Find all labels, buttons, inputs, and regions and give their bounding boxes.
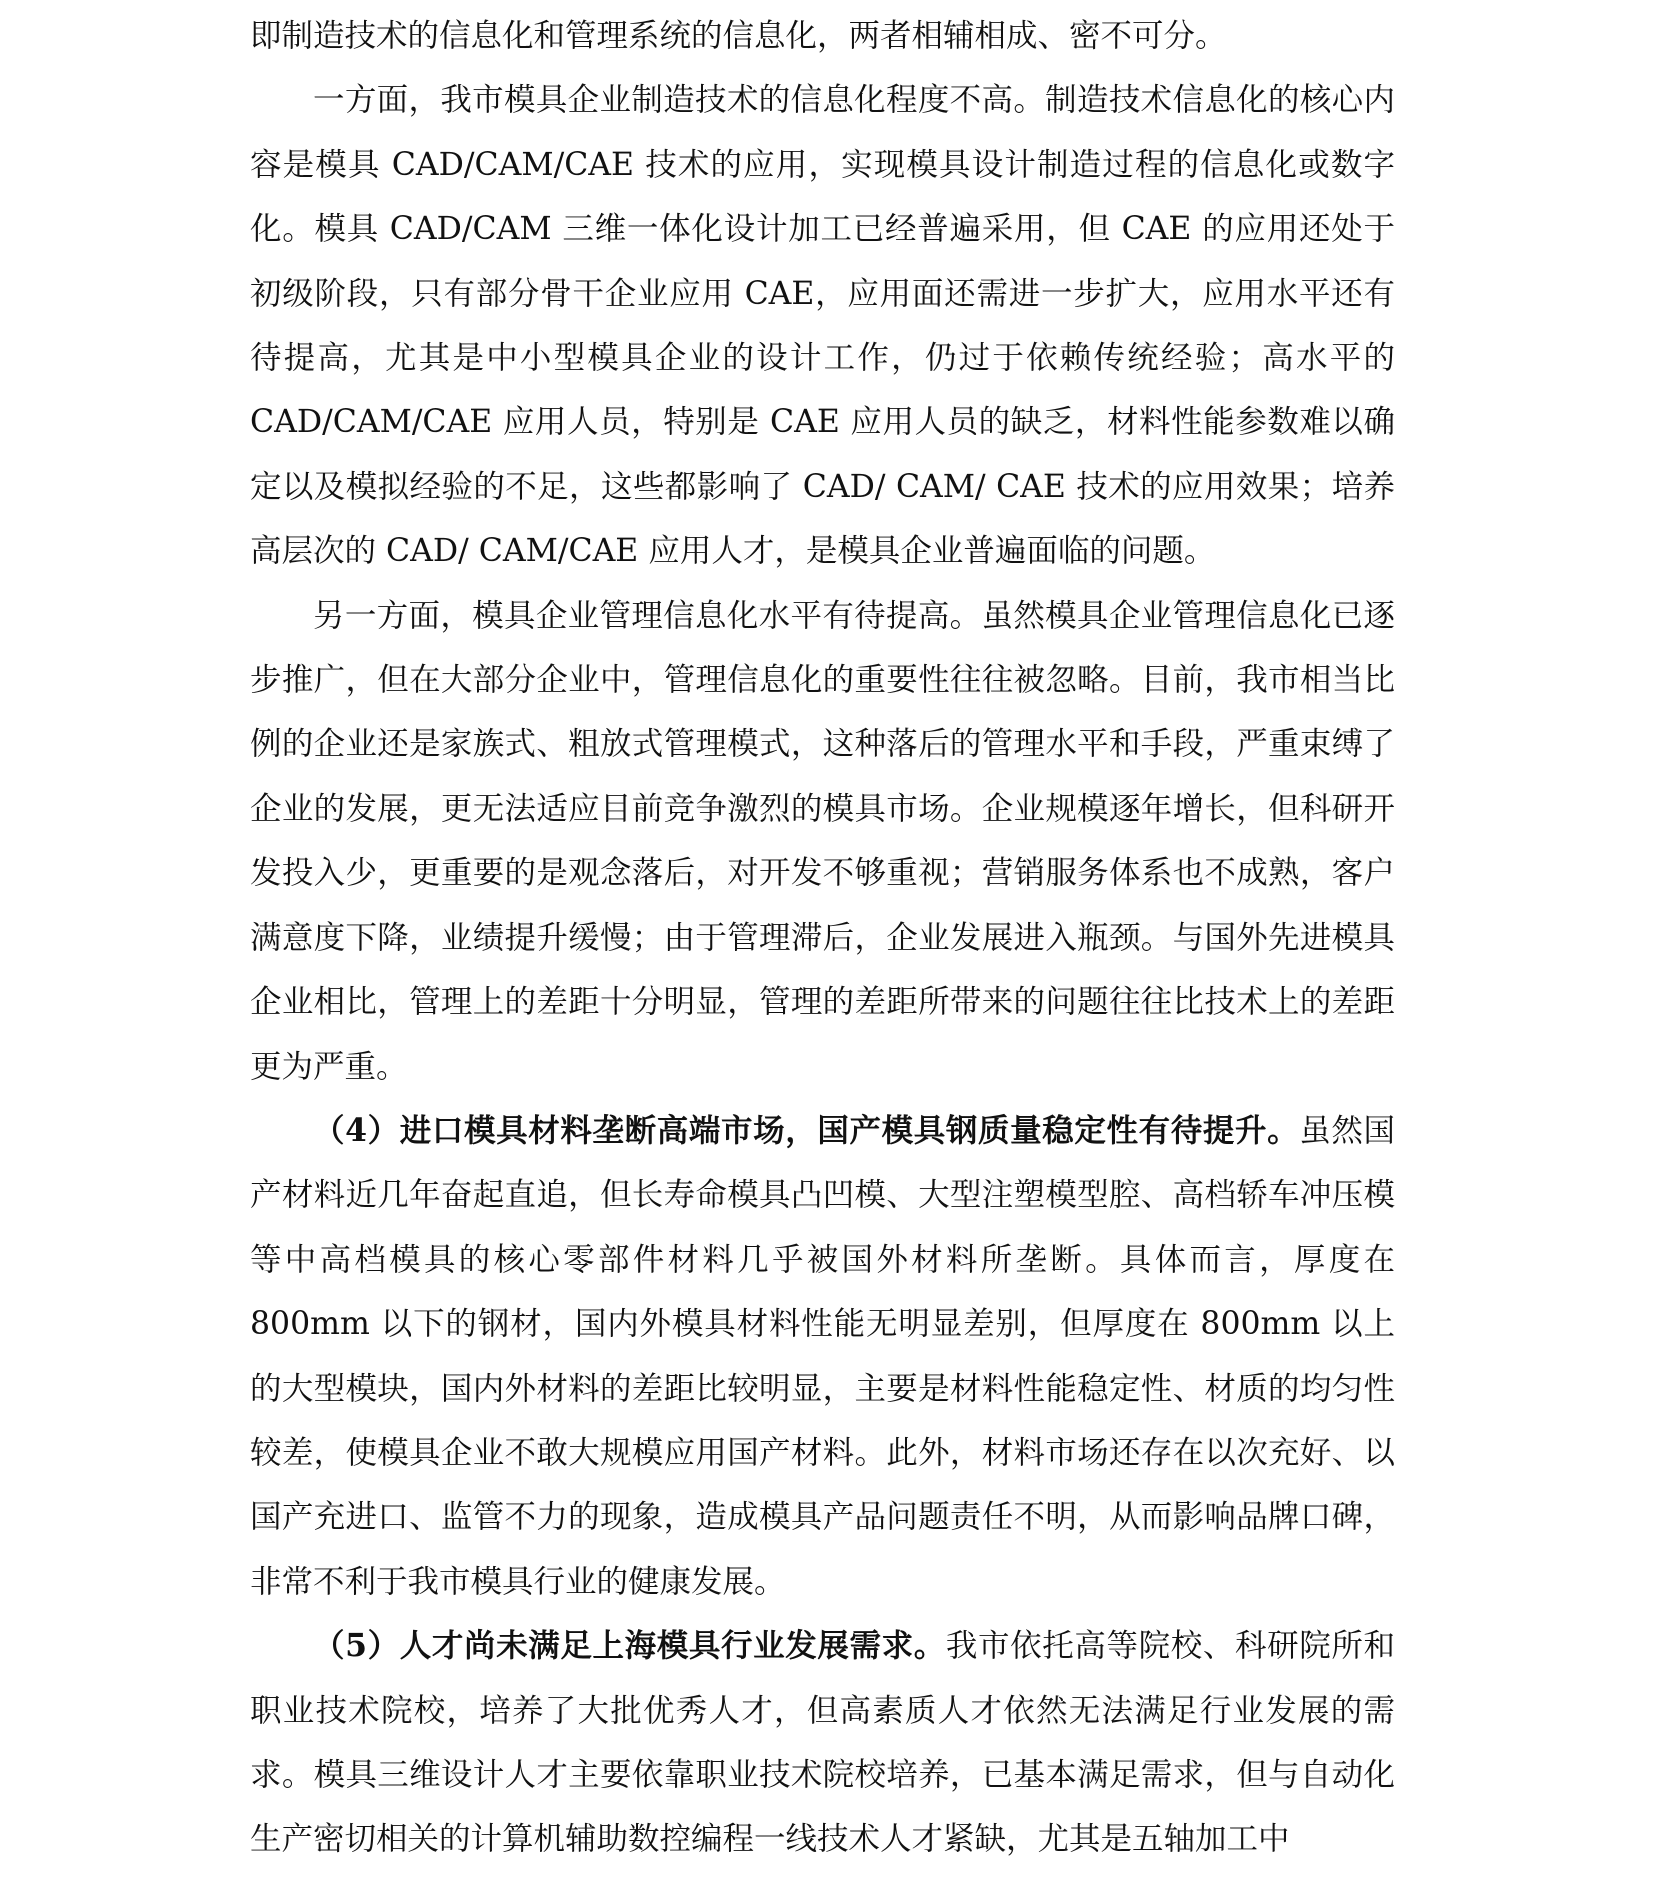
paragraph-management-informatization: 另一方面，模具企业管理信息化水平有待提高。虽然模具企业管理信息化已逐步推广，但在大部分企业中，管理信息化的重要性往往被忽略。目前，我市相当比例的企业还是家族式、粗放式管理模式，这种落后的管理水平和手段，严重束缚了企业的发展，更无法适应目前竞争激烈的模具市场。企业规模逐年增长，但科研开发投入少，更重要的是观念落后，对开发不够重视；营销服务体系也不成熟，客户满意度下降，业绩提升缓慢；由于管理滞后，企业发展进入瓶颈。与国外先进模具企业相比，管理上的差距十分明显，管理的差距所带来的问题往往比技术上的差距更为严重。 [250, 597, 1395, 1085]
paragraph-talent-body: 我市依托高等院校、科研院所和职业技术院校，培养了大批优秀人才，但高素质人才依然无法满足行业发展的需求。模具三维设计人才主要依靠职业技术院校培养，已基本满足需求，但与自动化生产密切相关的计算机辅助数控编程一线技术人才紧缺，尤其是五轴加工中 [250, 1628, 1395, 1858]
paragraph-manufacturing-informatization: 一方面，我市模具企业制造技术的信息化程度不高。制造技术信息化的核心内容是模具 CAD/CAM/CAE 技术的应用，实现模具设计制造过程的信息化或数字化。模具 CAD/CAM 三维一体化设计加工已经普遍采用，但 CAE 的应用还处于初级阶段，只有部分骨干企业应用 CAE，应用面还需进一步扩大，应用水平还有待提高，尤其是中小型模具企业的设计工作，仍过于依赖传统经验；高水平的 CAD/CAM/CAE 应用人员，特别是 CAE 应用人员的缺乏，材料性能参数难以确定以及模拟经验的不足，这些都影响了 CAD/ CAM/ CAE 技术的应用效果；培养高层次的 CAD/ CAM/CAE 应用人才，是模具企业普遍面临的问题。 [250, 82, 1395, 570]
paragraph-continuation: 即制造技术的信息化和管理系统的信息化，两者相辅相成、密不可分。 [250, 18, 1227, 54]
paragraph-materials-body: 虽然国产材料近几年奋起直追，但长寿命模具凸凹模、大型注塑模型腔、高档轿车冲压模等中高档模具的核心零部件材料几乎被国外材料所垄断。具体而言，厚度在 800mm 以下的钢材，国内外模具材料性能无明显差别，但厚度在 800mm 以上的大型模块，国内外材料的差距比较明显，主要是材料性能稳定性、材质的均匀性较差，使模具企业不敢大规模应用国产材料。此外，材料市场还存在以次充好、以国产充进口、监管不力的现象，造成模具产品问题责任不明，从而影响品牌口碑，非常不利于我市模具行业的健康发展。 [250, 1112, 1395, 1600]
section-heading-materials: （4）进口模具材料垄断高端市场，国产模具钢质量稳定性有待提升。 [313, 1111, 1300, 1149]
paragraph-talent [250, 1614, 1395, 1872]
paragraph-imported-materials [250, 1099, 1395, 1614]
document-body [250, 4, 1395, 1872]
section-heading-talent: （5）人才尚未满足上海模具行业发展需求。 [313, 1627, 946, 1665]
